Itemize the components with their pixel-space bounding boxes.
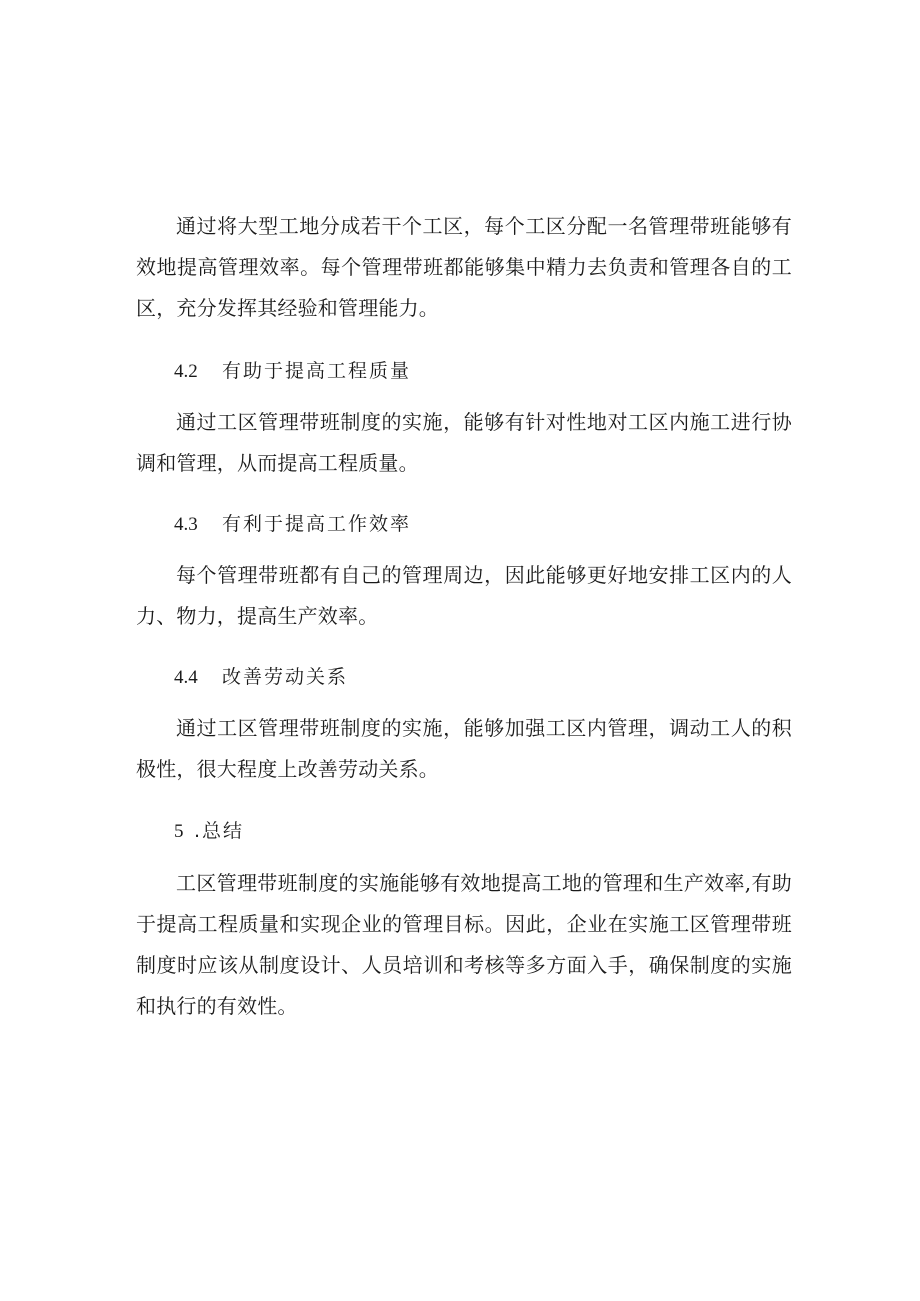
heading-number: 4.3 bbox=[174, 514, 198, 535]
heading-number: 4.4 bbox=[174, 667, 198, 688]
paragraph-intro: 通过将大型工地分成若干个工区，每个工区分配一名管理带班能够有效地提高管理效率。每个管理带班都能够集中精力去负责和管理各自的工区，充分发挥其经验和管理能力。 bbox=[136, 214, 792, 320]
heading-4-2 bbox=[174, 356, 411, 387]
heading-number: 4.2 bbox=[174, 361, 198, 382]
heading-title: 有助于提高工程质量 bbox=[222, 360, 412, 382]
heading-title: 改善劳动关系 bbox=[222, 666, 349, 688]
heading-number: 5 bbox=[174, 821, 184, 842]
paragraph-labor-relations: 通过工区管理带班制度的实施，能够加强工区内管理，调动工人的积极性，很大程度上改善劳动关系。 bbox=[136, 716, 792, 781]
paragraph-summary: 工区管理带班制度的实施能够有效地提高工地的管理和生产效率,有助于提高工程质量和实现企业的管理目标。因此，企业在实施工区管理带班制度时应该从制度设计、人员培训和考核等多方面入手，确保制度的实施和执行的有效性。 bbox=[136, 871, 792, 1018]
heading-4-3 bbox=[174, 509, 411, 540]
heading-title: 有利于提高工作效率 bbox=[222, 513, 412, 535]
heading-title: .总结 bbox=[194, 820, 245, 842]
heading-5 bbox=[174, 816, 244, 847]
paragraph-efficiency: 每个管理带班都有自己的管理周边，因此能够更好地安排工区内的人力、物力，提高生产效率。 bbox=[136, 563, 792, 628]
heading-4-4 bbox=[174, 662, 348, 693]
paragraph-quality: 通过工区管理带班制度的实施，能够有针对性地对工区内施工进行协调和管理，从而提高工程质量。 bbox=[136, 410, 792, 475]
